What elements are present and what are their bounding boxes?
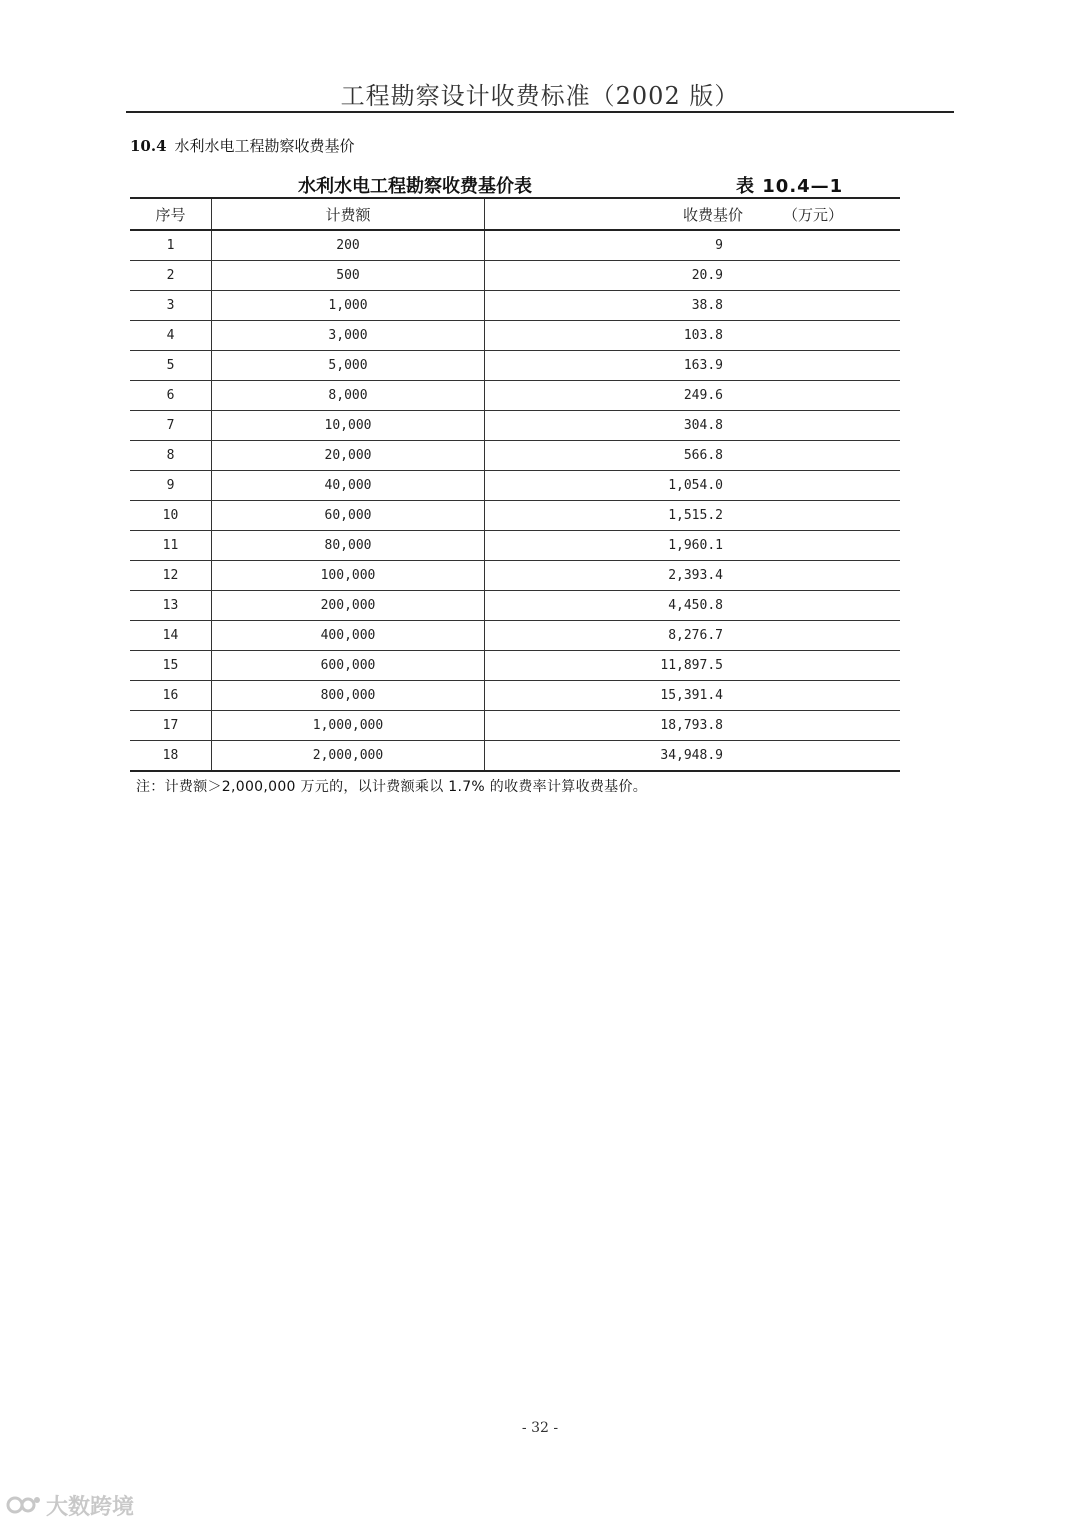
table-row: [130, 591, 900, 621]
cell-amount: 8,000: [212, 381, 485, 411]
cell-price-value: 1,054.0: [668, 478, 723, 493]
table-row: [130, 741, 900, 772]
cell-price-value: 4,450.8: [668, 598, 723, 613]
table-row: [130, 291, 900, 321]
cell-seq: 9: [130, 471, 212, 501]
cell-amount: 400,000: [212, 621, 485, 651]
table-body: [130, 230, 900, 771]
cell-seq: 3: [130, 291, 212, 321]
cell-price-value: 249.6: [683, 388, 723, 403]
cell-amount: 1,000: [212, 291, 485, 321]
cell-amount: 100,000: [212, 561, 485, 591]
cell-price: [485, 261, 901, 291]
cell-seq: 16: [130, 681, 212, 711]
cell-price-value: 11,897.5: [660, 658, 723, 673]
cell-price: [485, 591, 901, 621]
cell-price: [485, 621, 901, 651]
cell-seq: 4: [130, 321, 212, 351]
cell-amount: 800,000: [212, 681, 485, 711]
cell-seq: 8: [130, 441, 212, 471]
cell-price: [485, 741, 901, 772]
cell-amount: 3,000: [212, 321, 485, 351]
running-header: 工程勘察设计收费标准（2002 版）: [340, 82, 740, 110]
table-number: 表 10.4—1: [736, 176, 844, 197]
cell-amount: 20,000: [212, 441, 485, 471]
header-price-label: 收费基价: [682, 205, 743, 224]
cell-amount: 80,000: [212, 531, 485, 561]
table-note: 注：计费额＞2,000,000 万元的，以计费额乘以 1.7% 的收费率计算收费基价。: [136, 779, 648, 795]
cell-amount: 10,000: [212, 411, 485, 441]
table-row: [130, 711, 900, 741]
cell-price: [485, 681, 901, 711]
cell-price: [485, 291, 901, 321]
cell-seq: 5: [130, 351, 212, 381]
cell-price-value: 38.8: [691, 298, 723, 313]
cell-amount: 500: [212, 261, 485, 291]
table-header-row: [130, 198, 900, 230]
table-row: [130, 651, 900, 681]
cell-amount: 200,000: [212, 591, 485, 621]
table-row: [130, 441, 900, 471]
cell-seq: 7: [130, 411, 212, 441]
watermark: [6, 1490, 134, 1520]
cell-seq: 1: [130, 230, 212, 261]
cell-seq: 15: [130, 651, 212, 681]
cell-price-value: 9: [715, 238, 723, 253]
cell-amount: 60,000: [212, 501, 485, 531]
table-row: [130, 471, 900, 501]
table-row: [130, 501, 900, 531]
cell-price: [485, 321, 901, 351]
table-row: [130, 411, 900, 441]
cell-price-value: 18,793.8: [660, 718, 723, 733]
fee-table: [130, 197, 900, 772]
cell-price-value: 1,960.1: [668, 538, 723, 553]
cell-price-value: 20.9: [691, 268, 723, 283]
watermark-text: 大数跨境: [46, 1494, 135, 1520]
table-row: [130, 230, 900, 261]
cell-price: [485, 230, 901, 261]
table-row: [130, 381, 900, 411]
cell-price-value: 1,515.2: [668, 508, 723, 523]
cell-price-value: 8,276.7: [668, 628, 723, 643]
brand-logo-icon: [6, 1493, 42, 1517]
cell-price-value: 304.8: [683, 418, 723, 433]
cell-amount: 2,000,000: [212, 741, 485, 772]
cell-price: [485, 351, 901, 381]
cell-seq: 2: [130, 261, 212, 291]
table-row: [130, 531, 900, 561]
cell-price: [485, 531, 901, 561]
cell-seq: 10: [130, 501, 212, 531]
table-row: [130, 561, 900, 591]
section-title: 水利水电工程勘察收费基价: [174, 137, 355, 155]
cell-price: [485, 411, 901, 441]
table-row: [130, 351, 900, 381]
cell-price: [485, 501, 901, 531]
cell-amount: 1,000,000: [212, 711, 485, 741]
table-title: 水利水电工程勘察收费基价表: [298, 176, 532, 197]
cell-seq: 17: [130, 711, 212, 741]
cell-price: [485, 441, 901, 471]
section-number: 10.4: [130, 137, 167, 155]
section-heading: [130, 135, 355, 156]
cell-price: [485, 471, 901, 501]
table-row: [130, 321, 900, 351]
cell-price-value: 566.8: [683, 448, 723, 463]
table-row: [130, 681, 900, 711]
cell-seq: 14: [130, 621, 212, 651]
cell-amount: 40,000: [212, 471, 485, 501]
cell-price: [485, 651, 901, 681]
header-seq: 序号: [130, 198, 212, 230]
header-price: [485, 198, 901, 230]
cell-price-value: 103.8: [683, 328, 723, 343]
table-row: [130, 621, 900, 651]
table-caption: [130, 172, 900, 198]
cell-price-value: 15,391.4: [660, 688, 723, 703]
cell-price: [485, 711, 901, 741]
cell-amount: 600,000: [212, 651, 485, 681]
cell-seq: 12: [130, 561, 212, 591]
cell-seq: 18: [130, 741, 212, 772]
cell-price-value: 163.9: [683, 358, 723, 373]
cell-price: [485, 381, 901, 411]
header-rule: [126, 111, 954, 113]
cell-price-value: 2,393.4: [668, 568, 723, 583]
page-number: - 32 -: [521, 1420, 559, 1436]
cell-seq: 6: [130, 381, 212, 411]
cell-amount: 200: [212, 230, 485, 261]
cell-seq: 11: [130, 531, 212, 561]
cell-price: [485, 561, 901, 591]
table-row: [130, 261, 900, 291]
cell-price-value: 34,948.9: [660, 748, 723, 763]
cell-amount: 5,000: [212, 351, 485, 381]
header-amount: 计费额: [212, 198, 485, 230]
cell-seq: 13: [130, 591, 212, 621]
header-unit: （万元）: [783, 205, 844, 224]
